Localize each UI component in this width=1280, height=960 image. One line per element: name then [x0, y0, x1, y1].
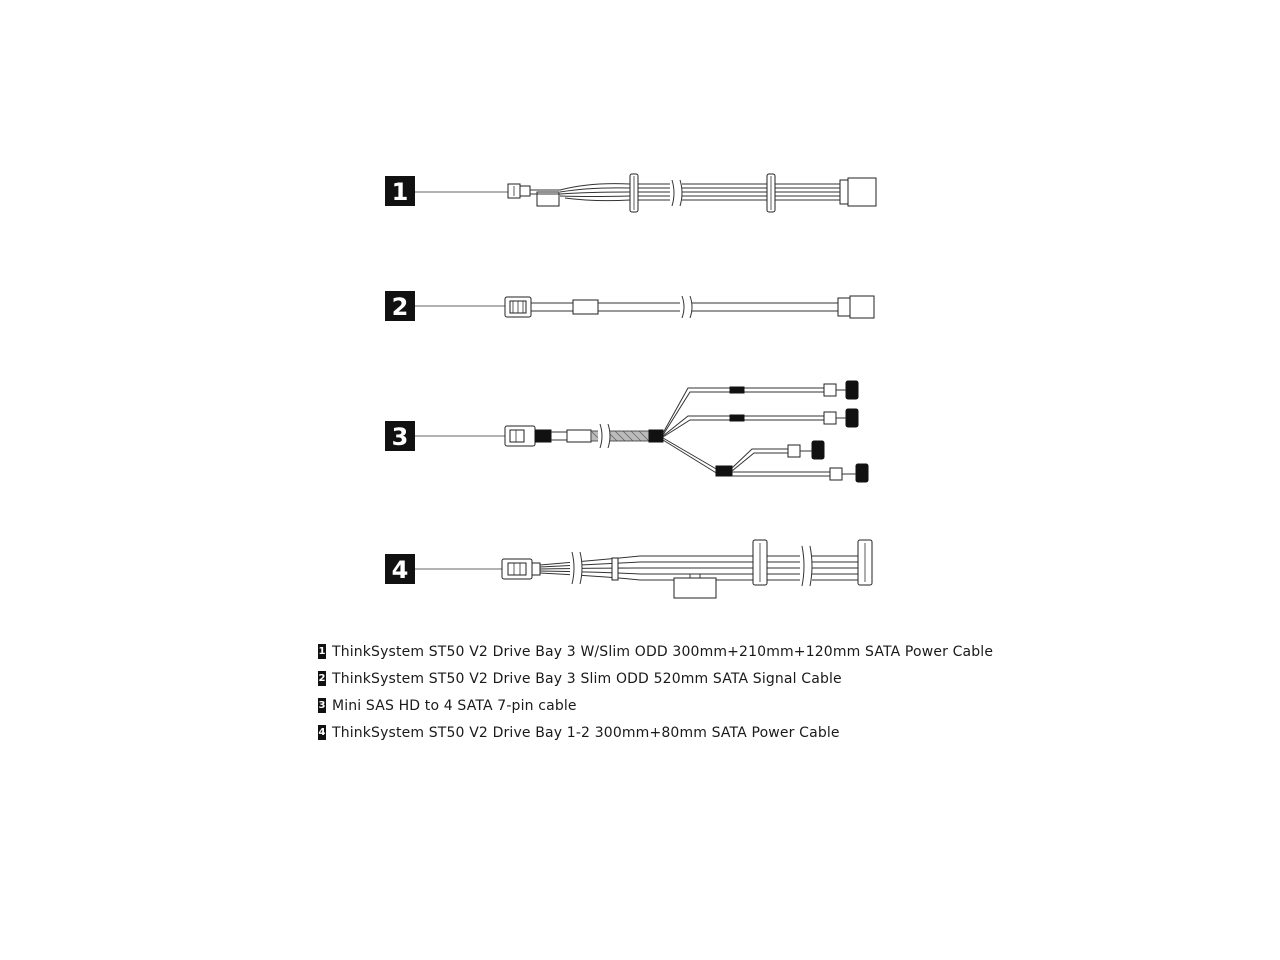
legend-badge: 4	[318, 725, 326, 740]
cable-2-drawing	[385, 291, 874, 321]
callout-label-3: 3	[391, 423, 409, 451]
callout-label-1: 1	[391, 178, 409, 206]
legend-badge: 1	[318, 644, 326, 659]
cable-4-drawing	[385, 540, 872, 598]
cable-3-drawing	[385, 381, 868, 482]
legend-text: ThinkSystem ST50 V2 Drive Bay 3 W/Slim ODD 300mm+210mm+120mm SATA Power Cable	[332, 643, 994, 660]
legend-text: Mini SAS HD to 4 SATA 7-pin cable	[332, 697, 577, 714]
legend-text: ThinkSystem ST50 V2 Drive Bay 1-2 300mm+80mm SATA Power Cable	[332, 724, 840, 741]
cable-1-drawing	[385, 174, 876, 212]
legend-badge: 2	[318, 671, 326, 686]
callout-label-2: 2	[391, 293, 409, 321]
legend-item	[318, 638, 1218, 665]
legend-item	[318, 665, 1218, 692]
legend-text: ThinkSystem ST50 V2 Drive Bay 3 Slim ODD 520mm SATA Signal Cable	[332, 670, 842, 687]
legend-badge: 3	[318, 698, 326, 713]
legend-item	[318, 692, 1218, 719]
callout-label-4: 4	[391, 556, 409, 584]
legend-item	[318, 719, 1218, 746]
cable-legend	[318, 638, 1218, 746]
